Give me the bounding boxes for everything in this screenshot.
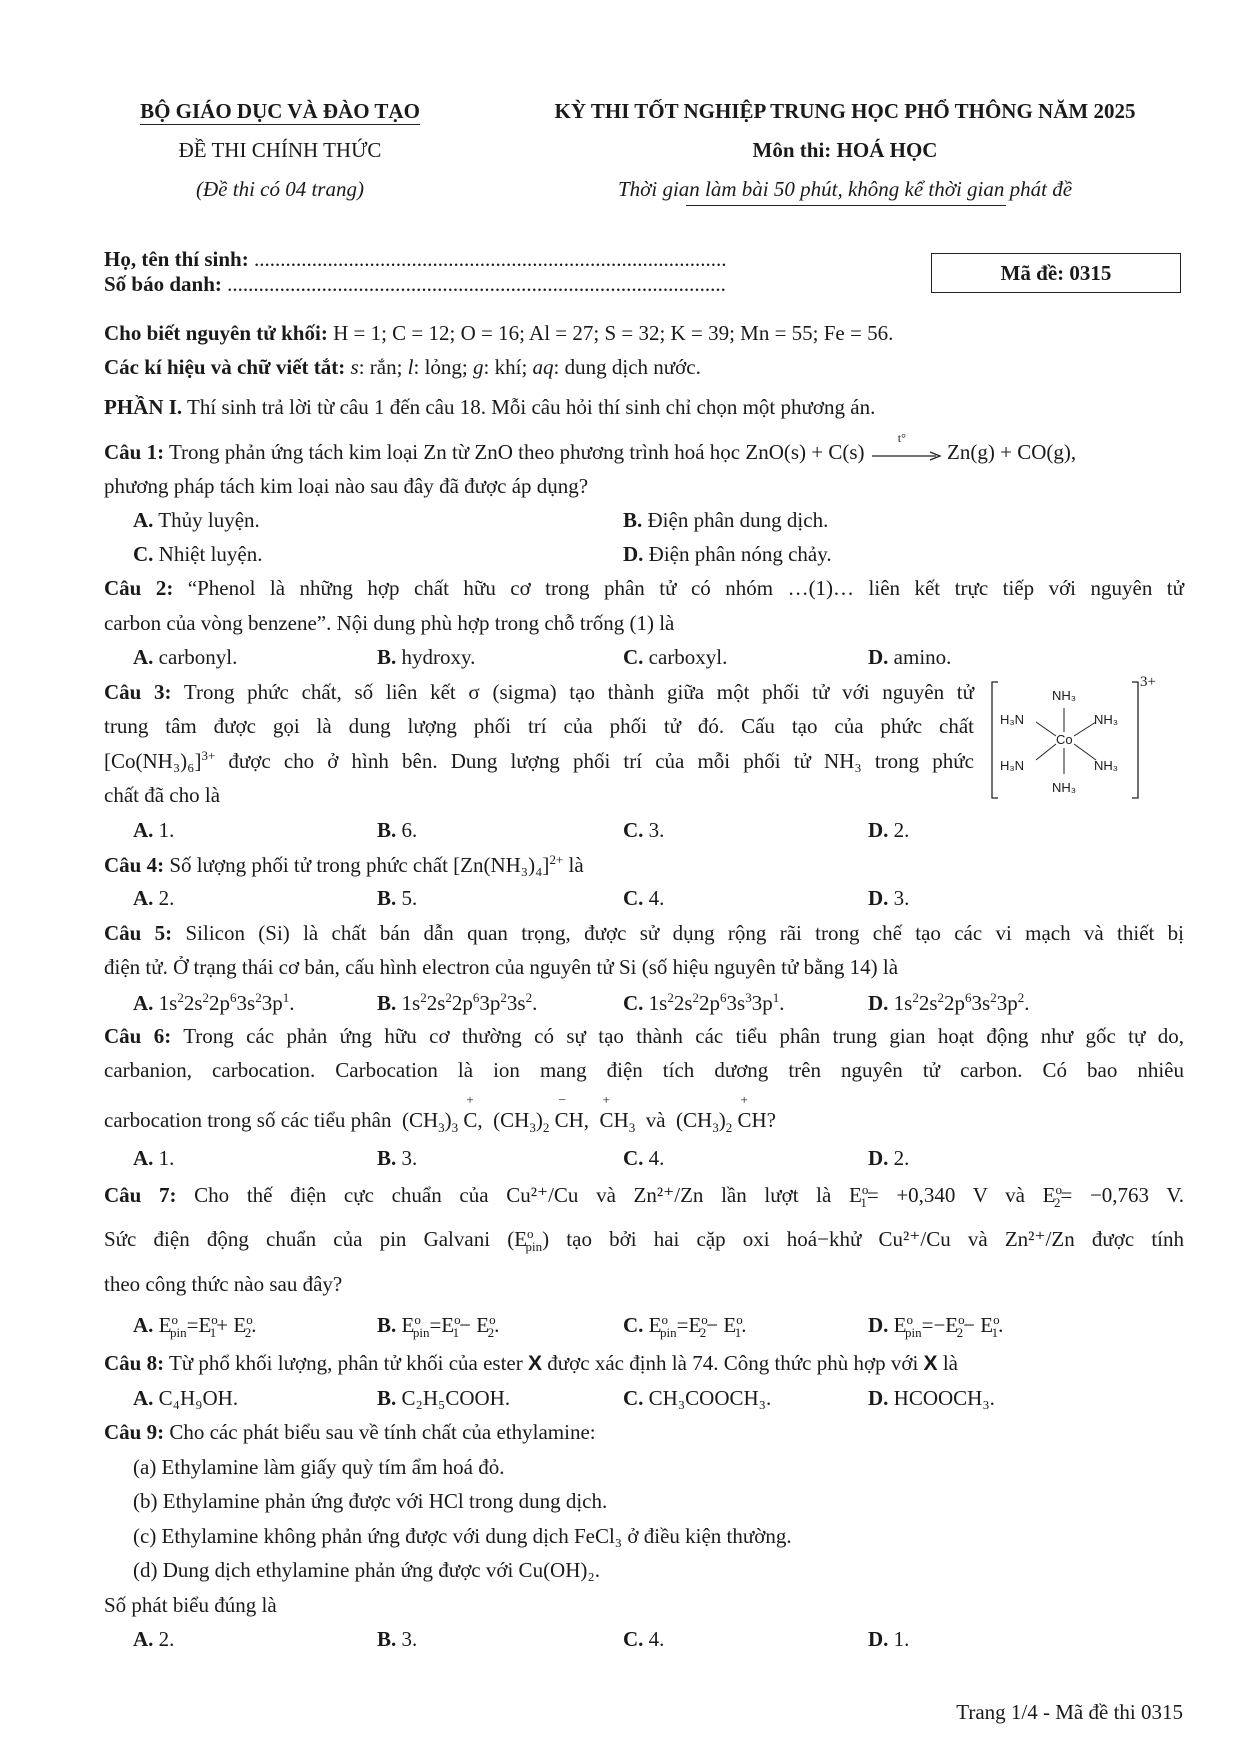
abbreviation-line: Các kí hiệu và chữ viết tắt: s: rắn; l: lỏng; g: khí; aq: dung dịch nước. [104,355,701,379]
candidate-id-row [104,272,726,297]
q9-statement-d: (d) Dung dịch ethylamine phản ứng được với Cu(OH)₂. [133,1558,600,1582]
q3-option-b[interactable]: B. 6. [377,818,418,842]
q1-option-d[interactable]: D. Điện phân nóng chảy. [623,542,832,566]
q8-option-d[interactable]: D. HCOOCH₃. [868,1386,995,1410]
exam-code-box: Mã đề: 0315 [931,253,1181,293]
question-1: Câu 1: Trong phản ứng tách kim loại Zn từ ZnO theo phương trình hoá học ZnO(s) + C(s) t° Zn(g) + CO(g), [104,431,1077,464]
question-5: Câu 5: Silicon (Si) là chất bán dẫn quan trọng, được sử dụng rộng rãi trong chế tạo các vi mạch và thiết bị [104,921,1185,945]
q4-option-c[interactable]: C. 4. [623,886,665,910]
q5-option-d[interactable]: D. $1s^22s^22p^63s^23p^2$. [868,990,1030,1015]
exam-title: KỲ THI TỐT NGHIỆP TRUNG HỌC PHỔ THÔNG NĂM 2025 [554,99,1136,123]
id-dots: ............................................................................................... [227,272,726,296]
question-2: Câu 2: “Phenol là những hợp chất hữu cơ trong phân tử có nhóm …(1)… liên kết trực tiếp với nguyên tử [104,576,1185,600]
name-dots: .......................................................................................... [253,247,727,271]
q4-option-d[interactable]: D. 3. [868,886,910,910]
question-3-line3: $[Co(NH_3)_6]^{3+}$ được cho ở hình bên. Dung lượng phối trí của mỗi phối tử NH₃ trong phức [104,748,974,773]
part1-instruction: PHẦN I. Thí sinh trả lời từ câu 1 đến câu 18. Mỗi câu hỏi thí sinh chỉ chọn một phương án. [104,395,876,419]
question-6-line3: carbocation trong số các tiểu phân $(CH_3)_3$ C + , $(CH_3)_2$ C − H, C + $H_3$ và $(CH_3)_2$ C + H? [104,1092,776,1136]
q9-statement-c: (c) Ethylamine không phản ứng được với dung dịch FeCl₃ ở điều kiện thường. [133,1524,792,1548]
q9-option-b[interactable]: B. 3. [377,1627,418,1651]
q4-option-a[interactable]: A. 2. [133,886,175,910]
q8-option-a[interactable]: A. C₄H₉OH. [133,1386,239,1410]
q7-option-c[interactable]: C. $E^o_{pin}=E^o_2- E^o_1$. [623,1312,747,1341]
question-9: Câu 9: Cho các phát biểu sau về tính chất của ethylamine: [104,1420,596,1444]
question-7: Câu 7: Cho thế điện cực chuẩn của Cu²⁺/Cu và Zn²⁺/Zn lần lượt là $E^o_1= +0,340$ V và $E^o_2= -0,763$ V. [104,1182,1185,1211]
question-1-line2: phương pháp tách kim loại nào sau đây đã được áp dụng? [104,474,589,498]
q1-option-b[interactable]: B. Điện phân dung dịch. [623,508,829,532]
q5-option-b[interactable]: B. $1s^22s^22p^63p^23s^2$. [377,990,538,1015]
q5-option-a[interactable]: A. $1s^22s^22p^63s^23p^1$. [133,990,295,1015]
q8-option-c[interactable]: C. CH₃COOCH₃. [623,1386,772,1410]
q6-option-b[interactable]: B. 3. [377,1146,418,1170]
pages-note: (Đề thi có 04 trang) [196,177,364,201]
time-note: Thời gian làm bài 50 phút, không kể thời gian phát đề [617,177,1073,201]
question-7-line3: theo công thức nào sau đây? [104,1272,343,1296]
q9-statement-b: (b) Ethylamine phản ứng được với HCl trong dung dịch. [133,1489,608,1513]
q9-ask: Số phát biểu đúng là [104,1593,277,1617]
q9-option-a[interactable]: A. 2. [133,1627,175,1651]
question-5-line2: điện tử. Ở trạng thái cơ bản, cấu hình electron của nguyên tử Si (số hiệu nguyên tử bằng 14) là [104,955,899,979]
q2-option-c[interactable]: C. carboxyl. [623,645,728,669]
question-6: Câu 6: Trong các phản ứng hữu cơ thường có sự tạo thành các tiểu phân trung gian hoạt động như gốc tự do, [104,1024,1184,1048]
ministry-title: BỘ GIÁO DỤC VÀ ĐÀO TẠO [140,99,420,123]
q6-option-c[interactable]: C. 4. [623,1146,665,1170]
q2-option-b[interactable]: B. hydroxy. [377,645,476,669]
q1-option-c[interactable]: C. Nhiệt luyện. [133,542,263,566]
q9-statement-a: (a) Ethylamine làm giấy quỳ tím ẩm hoá đỏ. [133,1455,505,1479]
q2-option-a[interactable]: A. carbonyl. [133,645,238,669]
q9-option-c[interactable]: C. 4. [623,1627,665,1651]
q1-option-a[interactable]: A. Thủy luyện. [133,508,260,532]
atomic-mass-line: Cho biết nguyên tử khối: H = 1; C = 12; O = 16; Al = 27; S = 32; K = 39; Mn = 55; Fe = 56. [104,321,894,345]
q5-option-c[interactable]: C. $1s^22s^22p^63s^33p^1$. [623,990,785,1015]
q3-option-a[interactable]: A. 1. [133,818,175,842]
q7-option-d[interactable]: D. $E^o_{pin}=-E^o_2- E^o_1$. [868,1312,1004,1341]
q3-option-d[interactable]: D. 2. [868,818,910,842]
q4-option-b[interactable]: B. 5. [377,886,418,910]
q6-option-a[interactable]: A. 1. [133,1146,175,1170]
q6-option-d[interactable]: D. 2. [868,1146,910,1170]
question-8: Câu 8: Từ phổ khối lượng, phân tử khối của ester X được xác định là 74. Công thức phù hợp với X là [104,1351,958,1375]
q9-option-d[interactable]: D. 1. [868,1627,910,1651]
q7-option-a[interactable]: A. $E^o_{pin}=E^o_1+ E^o_2$. [133,1312,257,1341]
q7-option-b[interactable]: B. $E^o_{pin}=E^o_1- E^o_2$. [377,1312,500,1341]
page-footer: Trang 1/4 - Mã đề thi 0315 [956,1700,1183,1724]
question-3: Câu 3: Trong phức chất, số liên kết σ (sigma) tạo thành giữa một phối tử với nguyên tử [104,680,974,704]
question-7-line2: Sức điện động chuẩn của pin Galvani $(E^o_{pin})$ tạo bởi hai cặp oxi hoá−khử Cu²⁺/Cu và Zn²⁺/Zn được tính [104,1226,1184,1255]
question-6-line2: carbanion, carbocation. Carbocation là ion mang điện tích dương trên nguyên tử carbon. Có bao nhiêu [104,1058,1184,1082]
q8-option-b[interactable]: B. C₂H₅COOH. [377,1386,511,1410]
candidate-name-row [104,247,726,272]
subject-title: Môn thi: HOÁ HỌC [752,138,938,162]
header-rule [686,205,1006,206]
name-label: Họ, tên thí sinh: [104,247,249,271]
q3-option-c[interactable]: C. 3. [623,818,665,842]
official-label: ĐỀ THI CHÍNH THỨC [178,138,382,162]
question-4: Câu 4: Số lượng phối tử trong phức chất $[Zn(NH_3)_4]^{2+}$ là [104,852,584,877]
question-3-line2: trung tâm được gọi là dung lượng phối trí của phối tử đó. Cấu tạo của phức chất [104,714,974,738]
question-3-line4: chất đã cho là [104,783,221,807]
q2-option-d[interactable]: D. amino. [868,645,952,669]
cobalt-complex-figure: NH₃ H₃N NH₃ Co H₃N NH₃ NH₃ 3+ [990,680,1160,800]
reaction-arrow-icon: t° [870,445,942,463]
question-2-line2: carbon của vòng benzene”. Nội dung phù hợp trong chỗ trống (1) là [104,611,675,635]
id-label: Số báo danh: [104,272,222,296]
